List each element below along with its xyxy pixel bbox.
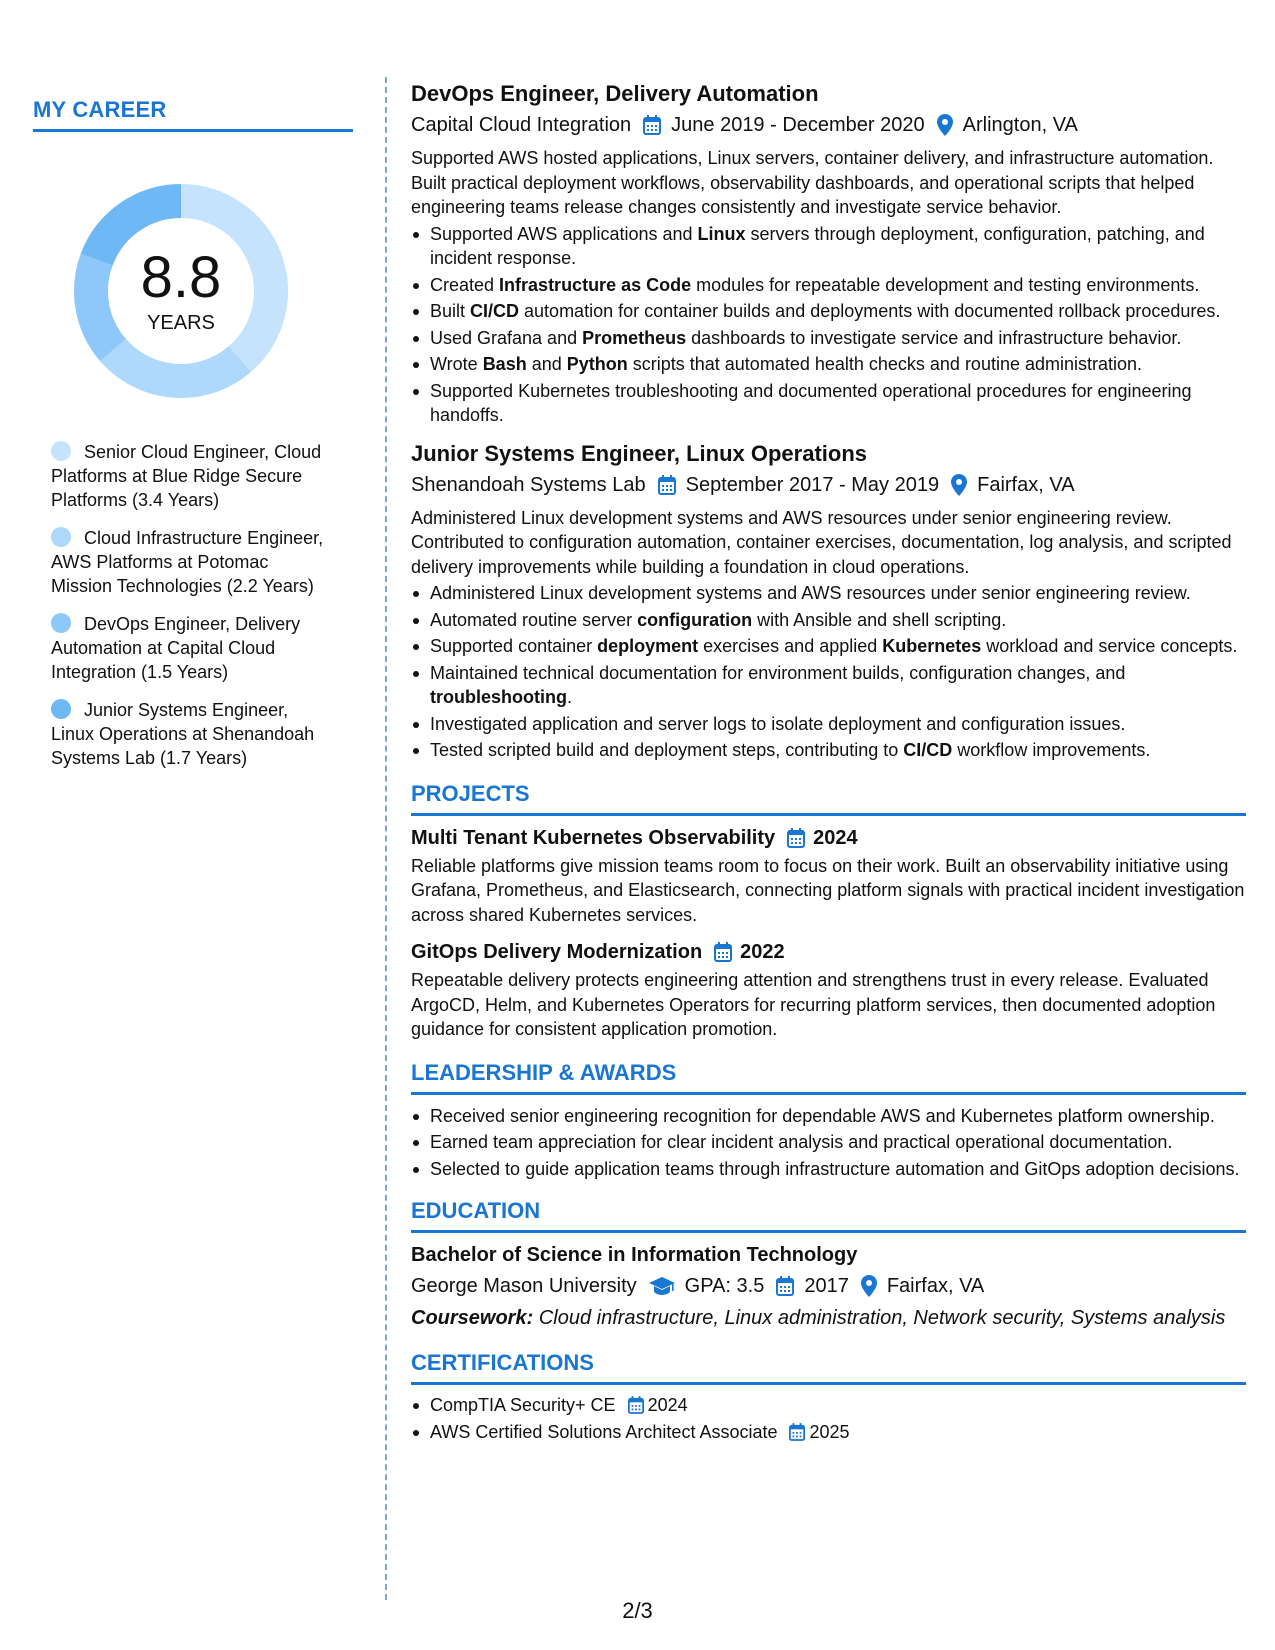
job-meta <box>411 111 1246 139</box>
location-pin-icon <box>951 474 967 496</box>
calendar-icon <box>789 1423 805 1441</box>
career-legend <box>51 440 353 770</box>
legend-label: Senior Cloud Engineer, Cloud Platforms at Blue Ridge Secure Platforms (3.4 Years) <box>51 442 322 510</box>
graduation-cap-icon <box>649 1276 675 1296</box>
certifications-heading: CERTIFICATIONS <box>411 1350 1246 1385</box>
calendar-icon <box>714 942 732 962</box>
job-meta <box>411 471 1246 499</box>
certifications-section <box>411 1350 1246 1444</box>
list-item: Created Infrastructure as Code modules for repeatable development and testing environments. <box>411 273 1246 298</box>
legend-label: DevOps Engineer, Delivery Automation at Capital Cloud Integration (1.5 Years) <box>51 614 301 682</box>
list-item: Supported Kubernetes troubleshooting and documented operational procedures for engineering handoffs. <box>411 379 1246 428</box>
school-name: George Mason University <box>411 1275 637 1297</box>
job-summary: Administered Linux development systems and AWS resources under senior engineering review. Contributed to configuration automation, container exercises, documentation, log analysis, and scripted delivery improvements while building a foundation in cloud operations. <box>411 507 1232 577</box>
calendar-icon <box>787 828 805 848</box>
donut-center <box>66 176 296 406</box>
list-item: Investigated application and server logs to isolate deployment and configuration issues. <box>411 712 1246 737</box>
project-year: 2022 <box>740 941 785 963</box>
project-title <box>411 938 1246 966</box>
certifications-list <box>411 1393 1246 1444</box>
list-item: Received senior engineering recognition for dependable AWS and Kubernetes platform ownership. <box>411 1104 1246 1129</box>
cert-name: AWS Certified Solutions Architect Associate <box>430 1421 778 1442</box>
calendar-icon <box>628 1396 644 1414</box>
list-item <box>411 1393 1246 1418</box>
school-location: Fairfax, VA <box>886 1275 985 1297</box>
graduation-year: 2017 <box>804 1275 849 1297</box>
education-meta <box>411 1272 1246 1300</box>
job-summary: Supported AWS hosted applications, Linux servers, container delivery, and infrastructure automation. Built practical deployment workflows, observability dashboards, and operational scripts that helped engineering teams release changes consistently and investigate service behavior. <box>411 148 1214 217</box>
legend-item <box>51 698 331 770</box>
column-divider <box>385 77 387 1600</box>
project-title <box>411 824 1246 852</box>
job-title: DevOps Engineer, Delivery Automation <box>411 81 819 106</box>
job-title: Junior Systems Engineer, Linux Operations <box>411 440 868 466</box>
career-heading: MY CAREER <box>33 97 353 132</box>
legend-label: Junior Systems Engineer, Linux Operations at Shenandoah Systems Lab (1.7 Years) <box>51 700 315 768</box>
company-name: Shenandoah Systems Lab <box>411 473 646 496</box>
job-bullets <box>411 581 1246 763</box>
cert-year: 2025 <box>809 1421 850 1442</box>
project-entry <box>411 938 1246 1042</box>
projects-heading: PROJECTS <box>411 781 1246 816</box>
education-section <box>411 1198 1246 1332</box>
career-sidebar <box>33 97 353 784</box>
job-dates: June 2019 - December 2020 <box>671 114 925 136</box>
project-description: Repeatable delivery protects engineering attention and strengthens trust in every release. Evaluated ArgoCD, Helm, and Kubernetes Operators for recurring platform services, then documented adoption guidance for consistent application promotion. <box>411 970 1216 1039</box>
total-years-unit: YEARS <box>147 311 215 334</box>
cert-name: CompTIA Security+ CE <box>430 1395 616 1415</box>
leadership-section <box>411 1060 1246 1182</box>
location-pin-icon <box>937 114 953 136</box>
coursework <box>411 1304 1246 1332</box>
job-entry <box>411 440 1246 763</box>
job-location: Fairfax, VA <box>977 473 1075 496</box>
gpa: GPA: 3.5 <box>684 1275 765 1297</box>
leadership-heading: LEADERSHIP & AWARDS <box>411 1060 1246 1095</box>
list-item: Earned team appreciation for clear incident analysis and practical operational documentation. <box>411 1130 1246 1155</box>
degree-title: Bachelor of Science in Information Technology <box>411 1244 858 1266</box>
location-pin-icon <box>861 1275 877 1297</box>
legend-label: Cloud Infrastructure Engineer, AWS Platforms at Potomac Mission Technologies (2.2 Years) <box>51 528 324 596</box>
job-dates: September 2017 - May 2019 <box>685 473 940 496</box>
coursework-list: Cloud infrastructure, Linux administration, Network security, Systems analysis <box>538 1307 1226 1329</box>
calendar-icon <box>643 115 661 135</box>
page-number: 2/3 <box>622 1598 653 1623</box>
project-description: Reliable platforms give mission teams room to focus on their work. Built an observability initiative using Grafana, Prometheus, and Elasticsearch, connecting platform signals with practical incident investigation across shared Kubernetes services. <box>411 855 1245 925</box>
coursework-label: Coursework: <box>411 1307 534 1329</box>
list-item: Supported AWS applications and Linux servers through deployment, configuration, patching, and incident response. <box>411 222 1246 271</box>
project-year: 2024 <box>813 826 858 849</box>
list-item: Administered Linux development systems and AWS resources under senior engineering review. <box>411 581 1246 606</box>
legend-item <box>51 526 331 598</box>
career-donut-chart <box>66 176 296 406</box>
legend-dot-icon <box>51 527 71 547</box>
list-item: Selected to guide application teams through infrastructure automation and GitOps adoption decisions. <box>411 1157 1246 1182</box>
list-item: Automated routine server configuration with Ansible and shell scripting. <box>411 608 1246 633</box>
company-name: Capital Cloud Integration <box>411 114 632 136</box>
projects-section <box>411 781 1246 1042</box>
total-years-value: 8.8 <box>140 244 222 310</box>
education-heading: EDUCATION <box>411 1198 1246 1233</box>
list-item: Maintained technical documentation for environment builds, configuration changes, and troubleshooting. <box>411 661 1246 710</box>
legend-dot-icon <box>51 613 71 633</box>
calendar-icon <box>658 475 676 495</box>
project-name: GitOps Delivery Modernization <box>411 941 703 963</box>
list-item <box>411 1420 1246 1445</box>
legend-item <box>51 612 331 684</box>
list-item: Wrote Bash and Python scripts that automated health checks and routine administration. <box>411 352 1246 377</box>
legend-item <box>51 440 331 512</box>
main-content <box>411 80 1246 1446</box>
project-entry <box>411 824 1246 928</box>
leadership-list <box>411 1104 1246 1182</box>
list-item: Built CI/CD automation for container builds and deployments with documented rollback procedures. <box>411 299 1246 324</box>
list-item: Tested scripted build and deployment steps, contributing to CI/CD workflow improvements. <box>411 738 1246 763</box>
job-location: Arlington, VA <box>962 114 1078 136</box>
job-bullets <box>411 222 1246 428</box>
list-item: Supported container deployment exercises and applied Kubernetes workload and service concepts. <box>411 634 1246 659</box>
legend-dot-icon <box>51 441 71 461</box>
cert-year: 2024 <box>647 1395 688 1415</box>
list-item: Used Grafana and Prometheus dashboards to investigate service and infrastructure behavior. <box>411 326 1246 351</box>
job-entry <box>411 80 1246 428</box>
calendar-icon <box>776 1276 794 1296</box>
legend-dot-icon <box>51 699 71 719</box>
project-name: Multi Tenant Kubernetes Observability <box>411 826 776 849</box>
